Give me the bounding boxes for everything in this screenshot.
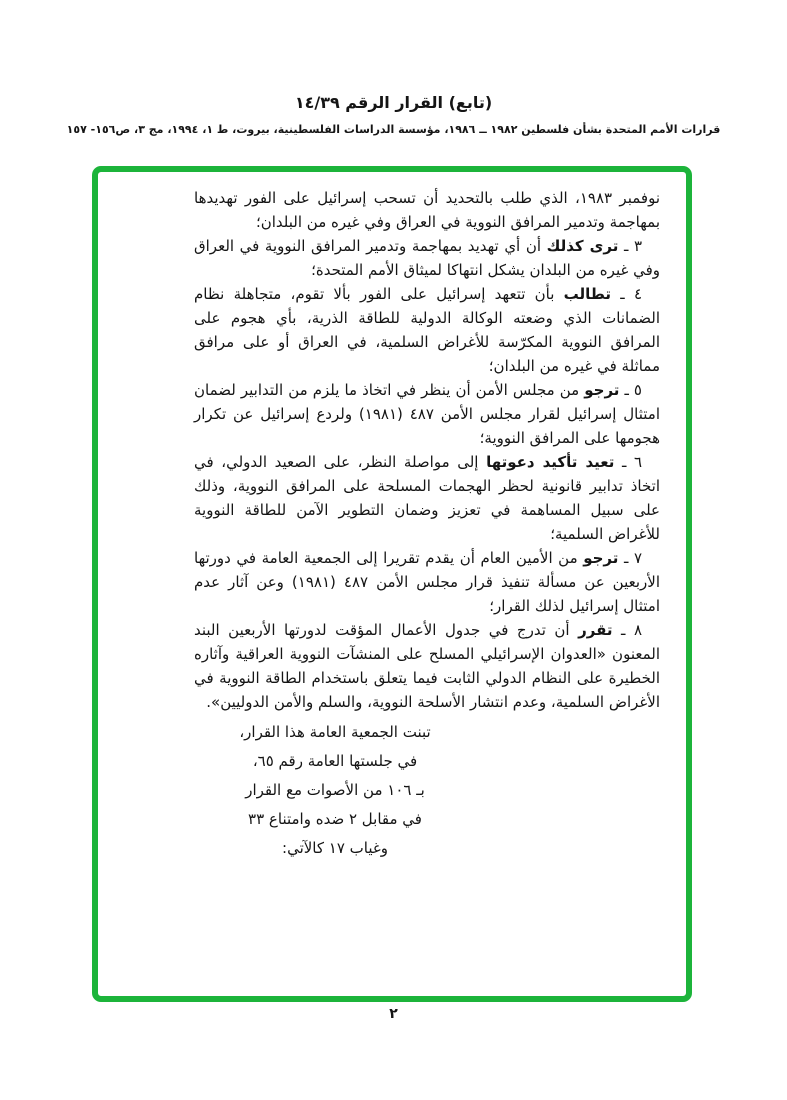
adoption-note bbox=[237, 718, 433, 863]
paragraph-number: ٦ ـ bbox=[614, 453, 642, 471]
resolution-text bbox=[194, 186, 660, 863]
paragraph-lead: ترجو bbox=[584, 381, 620, 399]
paragraph-lead: ترجو bbox=[583, 549, 619, 567]
adoption-note-line: بـ ١٠٦ من الأصوات مع القرار bbox=[245, 781, 425, 799]
resolution-paragraph: نوفمبر ١٩٨٣، الذي طلب بالتحديد أن تسحب إسرائيل على الفور تهديدها بمهاجمة وتدمير المرافق النووية في العراق وفي غيره من البلدان؛ bbox=[194, 189, 660, 231]
paragraph-lead: ترى كذلك bbox=[546, 237, 619, 255]
paragraph-number: ٤ ـ bbox=[611, 285, 642, 303]
adoption-note-line: في جلستها العامة رقم ٦٥، bbox=[252, 752, 418, 770]
paragraph-lead: تعيد تأكيد دعوتها bbox=[486, 453, 615, 471]
resolution-paragraph: ٤ ـ تطالب بأن تتعهد إسرائيل على الفور بألا تقوم، متجاهلة نظام الضمانات الذي وضعته الوكالة الدولية للطاقة الذرية، بأي هجوم على المرافق النووية المكرّسة للأغراض السلمية، في العراق أو على مرافق مماثلة في غيره من البلدان؛ bbox=[194, 285, 660, 375]
resolution-paragraph: ٧ ـ ترجو من الأمين العام أن يقدم تقريرا إلى الجمعية العامة في دورتها الأربعين عن مسألة تنفيذ قرار مجلس الأمن ٤٨٧ (١٩٨١) وعن آثار عدم امتثال إسرائيل لذلك القرار؛ bbox=[194, 549, 660, 615]
paragraph-number: ٣ ـ bbox=[618, 237, 642, 255]
paragraph-number: ٥ ـ bbox=[619, 381, 642, 399]
resolution-paragraph: ٥ ـ ترجو من مجلس الأمن أن ينظر في اتخاذ ما يلزم من التدابير لضمان امتثال إسرائيل لقرار مجلس الأمن ٤٨٧ (١٩٨١) ولردع إسرائيل عن تكرار هجومها على المرافق النووية؛ bbox=[194, 381, 660, 447]
paragraph-lead: تطالب bbox=[563, 285, 612, 303]
highlight-border-box bbox=[92, 166, 692, 1002]
page-title: (تابع) القرار الرقم ١٤/٣٩ bbox=[294, 93, 493, 112]
adoption-note-line: تبنت الجمعية العامة هذا القرار، bbox=[239, 723, 431, 741]
page-number: ٢ bbox=[389, 1006, 398, 1022]
paragraph-number: ٨ ـ bbox=[612, 621, 642, 639]
resolution-paragraph: ٨ ـ تقرر أن تدرج في جدول الأعمال المؤقت لدورتها الأربعين البند المعنون «العدوان الإسرائيلي المسلح على المنشآت النووية العراقية وآثاره الخطيرة على النظام الدولي الثابت فيما يتعلق باستخدام الطاقة النووية في الأغراض السلمية، وعدم انتشار الأسلحة النووية، والسلم والأمن الدوليين». bbox=[194, 621, 660, 711]
adoption-note-line: وغياب ١٧ كالآتي: bbox=[282, 839, 388, 857]
resolution-paragraph: ٦ ـ تعيد تأكيد دعوتها إلى مواصلة النظر، على الصعيد الدولي، في اتخاذ تدابير قانونية لحظر الهجمات المسلحة على المرافق النووية، وذلك على سبيل المساهمة في تعزيز وضمان التطوير الآمن للطاقة النووية للأغراض السلمية؛ bbox=[194, 453, 660, 543]
resolution-paragraph: ٣ ـ ترى كذلك أن أي تهديد بمهاجمة وتدمير المرافق النووية في العراق وفي غيره من البلدان يشكل انتهاكا لميثاق الأمم المتحدة؛ bbox=[194, 237, 660, 279]
paragraph-number: ٧ ـ bbox=[618, 549, 642, 567]
adoption-note-line: في مقابل ٢ ضده وامتناع ٣٣ bbox=[248, 810, 422, 828]
paragraph-lead: تقرر bbox=[578, 621, 613, 639]
citation-line: قرارات الأمم المتحدة بشأن فلسطين ١٩٨٢ ــ ١٩٨٦، مؤسسة الدراسات الفلسطينية، بيروت، ط ١، ١٩٩٤، مج ٣، ص١٥٦- ١٥٧ bbox=[66, 123, 721, 136]
